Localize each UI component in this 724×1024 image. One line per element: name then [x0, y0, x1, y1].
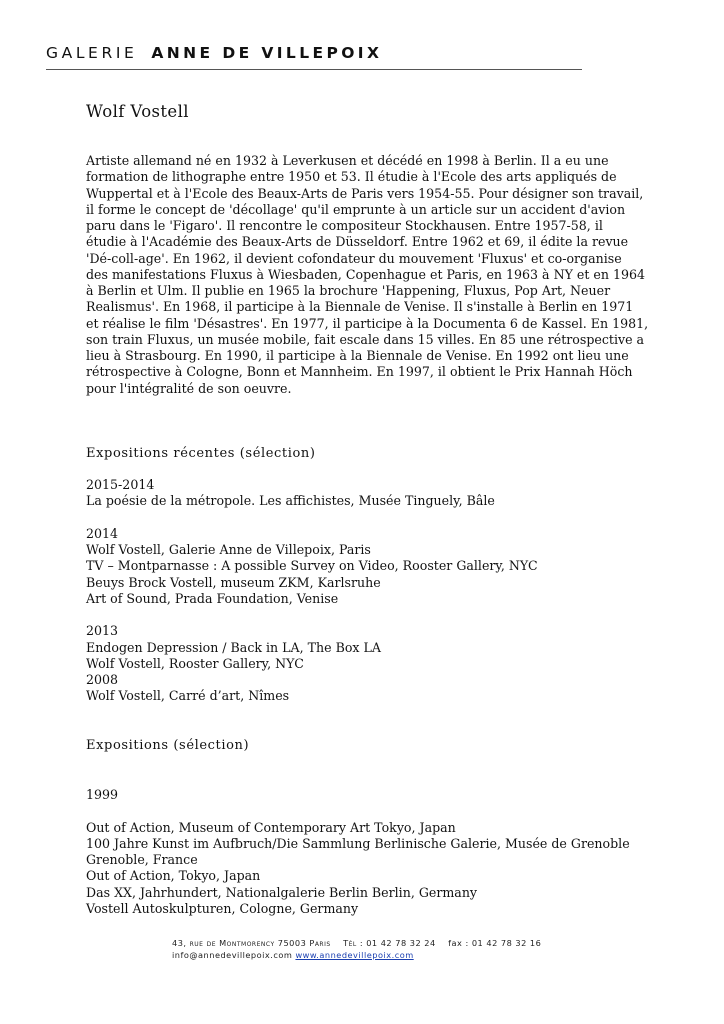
bio-line: pour l'intégralité de son oeuvre.: [86, 380, 292, 396]
header-gallery-name: ANNE DE VILLEPOIX: [151, 44, 383, 62]
exhibition-line: Wolf Vostell, Galerie Anne de Villepoix, Paris: [86, 542, 371, 557]
header-divider: [46, 69, 582, 70]
exhibition-line: Wolf Vostell, Carré d’art, Nîmes: [86, 688, 290, 704]
footer-line-1: [172, 937, 541, 949]
exhibition-line: Out of Action, Tokyo, Japan: [86, 868, 261, 884]
footer-email: info@annedevillepoix.com: [172, 950, 293, 960]
artist-biography: [86, 153, 649, 397]
exhibition-line: 2013: [86, 623, 119, 639]
selected-exhibitions-list: [86, 787, 656, 917]
exhibition-line: Beuys Brock Vostell, museum ZKM, Karlsruhe: [86, 574, 381, 590]
bio-line: lieu à Strasbourg. En 1990, il participe à la Biennale de Venise. En 1992 ont lieu une: [86, 348, 629, 363]
footer-contact: [172, 937, 541, 961]
bio-line: Realismus'. En 1968, il participe à la Biennale de Venise. Il s'installe à Berlin en 1971: [86, 299, 634, 315]
exhibition-line: Endogen Depression / Back in LA, The Box LA: [86, 639, 381, 655]
footer-tel: Tél : 01 42 78 32 24: [343, 938, 436, 948]
bio-line: à Berlin et Ulm. Il publie en 1965 la brochure 'Happening, Fluxus, Pop Art, Neuer: [86, 283, 611, 298]
bio-line: rétrospective à Cologne, Bonn et Mannheim. En 1997, il obtient le Prix Hannah Höch: [86, 364, 633, 380]
exhibition-line: Das XX, Jahrhundert, Nationalgalerie Berlin Berlin, Germany: [86, 884, 478, 900]
footer-address: 43, rue de Montmorency 75003 Paris: [172, 938, 331, 948]
footer-fax: fax : 01 42 78 32 16: [448, 938, 542, 948]
bio-line: et réalise le film 'Désastres'. En 1977, il participe à la Documenta 6 de Kassel. En 1981,: [86, 315, 649, 331]
bio-line: étudie à l'Académie des Beaux-Arts de Düsseldorf. Entre 1962 et 69, il édite la revue: [86, 234, 629, 250]
blank-line: [86, 607, 656, 623]
exhibition-line: 2014: [86, 525, 119, 541]
exhibition-line: Vostell Autoskulpturen, Cologne, Germany: [86, 900, 359, 916]
exhibition-line: TV – Montparnasse : A possible Survey on Video, Rooster Gallery, NYC: [86, 558, 538, 574]
gallery-header: [46, 44, 582, 62]
bio-line: Wuppertal et à l'Ecole des Beaux-Arts de Paris vers 1954-55. Pour désigner son travail,: [86, 185, 644, 201]
exhibition-line: 1999: [86, 787, 119, 802]
blank-line: [86, 510, 656, 526]
website-link[interactable]: www.annedevillepoix.com: [295, 950, 414, 960]
artist-name: Wolf Vostell: [86, 102, 189, 121]
exhibition-line: Art of Sound, Prada Foundation, Venise: [86, 590, 339, 606]
exhibition-line: Wolf Vostell, Rooster Gallery, NYC: [86, 655, 304, 671]
exhibition-line: 2015-2014: [86, 477, 155, 492]
exhibition-line: 2008: [86, 672, 119, 687]
header-galerie-label: GALERIE: [46, 44, 138, 62]
bio-line: il forme le concept de 'décollage' qu'il emprunte à un article sur un accident d'avion: [86, 201, 626, 217]
footer-line-2: [172, 949, 541, 961]
selected-exhibitions-title: Expositions (sélection): [86, 738, 250, 753]
bio-line: son train Fluxus, un musée mobile, fait escale dans 15 villes. En 85 une rétrospective a: [86, 331, 645, 347]
bio-line: Artiste allemand né en 1932 à Leverkusen et décédé en 1998 à Berlin. Il a eu une: [86, 153, 609, 168]
bio-line: formation de lithographe entre 1950 et 53. Il étudie à l'Ecole des arts appliqués de: [86, 169, 617, 185]
recent-exhibitions-title: Expositions récentes (sélection): [86, 446, 316, 461]
blank-line: [86, 803, 656, 819]
exhibition-line: Grenoble, France: [86, 852, 198, 867]
bio-line: 'Dé-coll-age'. En 1962, il devient cofondateur du mouvement 'Fluxus' et co-organise: [86, 250, 622, 266]
bio-line: paru dans le 'Figaro'. Il rencontre le compositeur Stockhausen. Entre 1957-58, il: [86, 218, 603, 233]
exhibition-line: 100 Jahre Kunst im Aufbruch/Die Sammlung Berlinische Galerie, Musée de Grenoble: [86, 835, 630, 851]
bio-line: des manifestations Fluxus à Wiesbaden, Copenhague et Paris, en 1963 à NY et en 1964: [86, 266, 646, 282]
recent-exhibitions-list: [86, 477, 656, 705]
exhibition-line: Out of Action, Museum of Contemporary Art Tokyo, Japan: [86, 819, 456, 835]
exhibition-line: La poésie de la métropole. Les affichistes, Musée Tinguely, Bâle: [86, 493, 495, 509]
